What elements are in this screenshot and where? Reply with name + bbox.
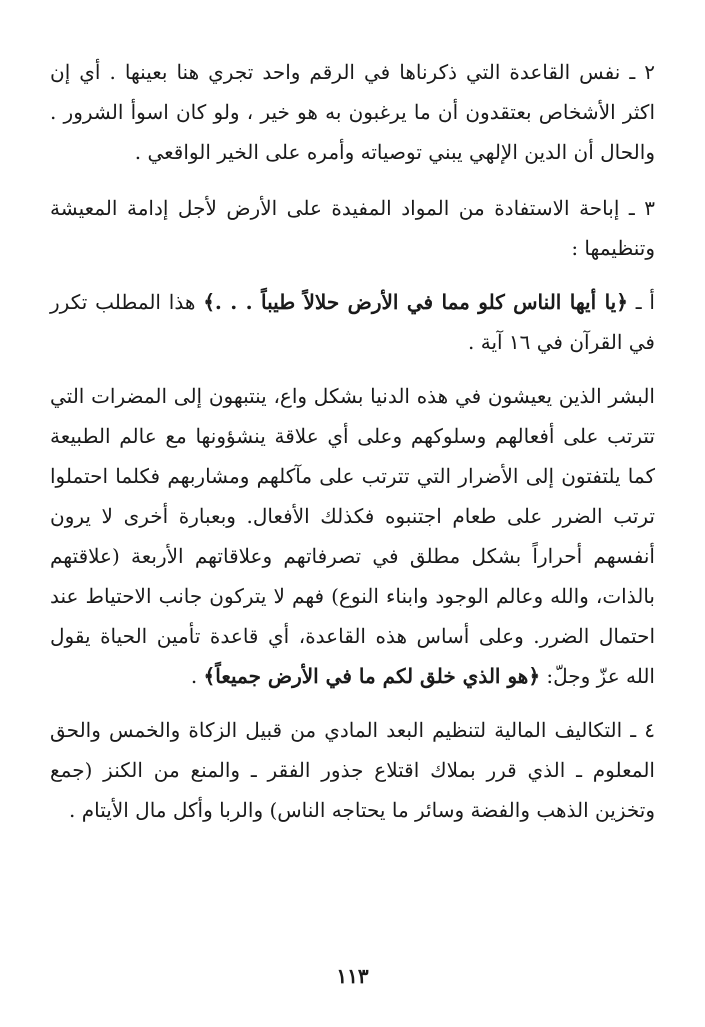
paragraph-rule-3 <box>50 188 655 268</box>
paragraph-item-a <box>50 282 655 362</box>
quran-verse: ﴿هو الذي خلق لكم ما في الأرض جميعاً﴾ <box>203 664 541 688</box>
paragraph-text: البشر الذين يعيشون في هذه الدنيا بشكل واع، ينتبهون إلى المضرات التي تترتب على أفعالهم وسلوكهم وعلى أي علاقة ينشؤونها مع عالم الطبيعة كما يلتفتون إلى الأضرار التي تترتب على مآكلهم ومشاربهم فكلما احتملوا ترتب الضرر على طعام اجتنبوه فكذلك الأفعال. وبعبارة أخرى لا يرون أنفسهم أحراراً بشكل مطلق في تصرفاتهم وعلاقاتهم الأربعة (علاقتهم بالذات، والله وعالم الوجود وابناء النوع) فهم لا يتركون جانب الاحتياط عند احتمال الضرر. وعلى أساس هذه القاعدة، أي قاعدة تأمين الحياة يقول الله عزّ وجلّ: <box>50 384 655 688</box>
page-body <box>50 52 655 846</box>
paragraph-text: ٢ ـ نفس القاعدة التي ذكرناها في الرقم واحد تجري هنا بعينها . أي إن اكثر الأشخاص بعتقدون أن ما يرغبون به هو خير ، ولو كان اسوأ الشرور . والحال أن الدين الإلهي يبني توصياته وأمره على الخير الواقعي . <box>50 60 655 164</box>
item-prefix: أ ـ <box>627 290 655 314</box>
paragraph-text: ٣ ـ إباحة الاستفادة من المواد المفيدة على الأرض لأجل إدامة المعيشة وتنظيمها : <box>50 196 655 260</box>
page-number: ١١٣ <box>336 964 369 988</box>
paragraph-rule-4 <box>50 710 655 830</box>
paragraph-end: . <box>190 664 204 688</box>
paragraph-rule-2 <box>50 52 655 172</box>
paragraph-explanation <box>50 376 655 696</box>
quran-verse: ﴿يا أيها الناس كلو مما في الأرض حلالاً طيباً . . .﴾ <box>203 290 628 314</box>
paragraph-text: هذا المطلب تكرر في القرآن في ١٦ آية . <box>50 290 655 354</box>
paragraph-text: ٤ ـ التكاليف المالية لتنظيم البعد المادي من قبيل الزكاة والخمس والحق المعلوم ـ الذي قرر بملاك اقتلاع جذور الفقر ـ والمنع من الكنز (جمع وتخزين الذهب والفضة وسائر ما يحتاجه الناس) والربا وأكل مال الأيتام . <box>50 718 655 822</box>
